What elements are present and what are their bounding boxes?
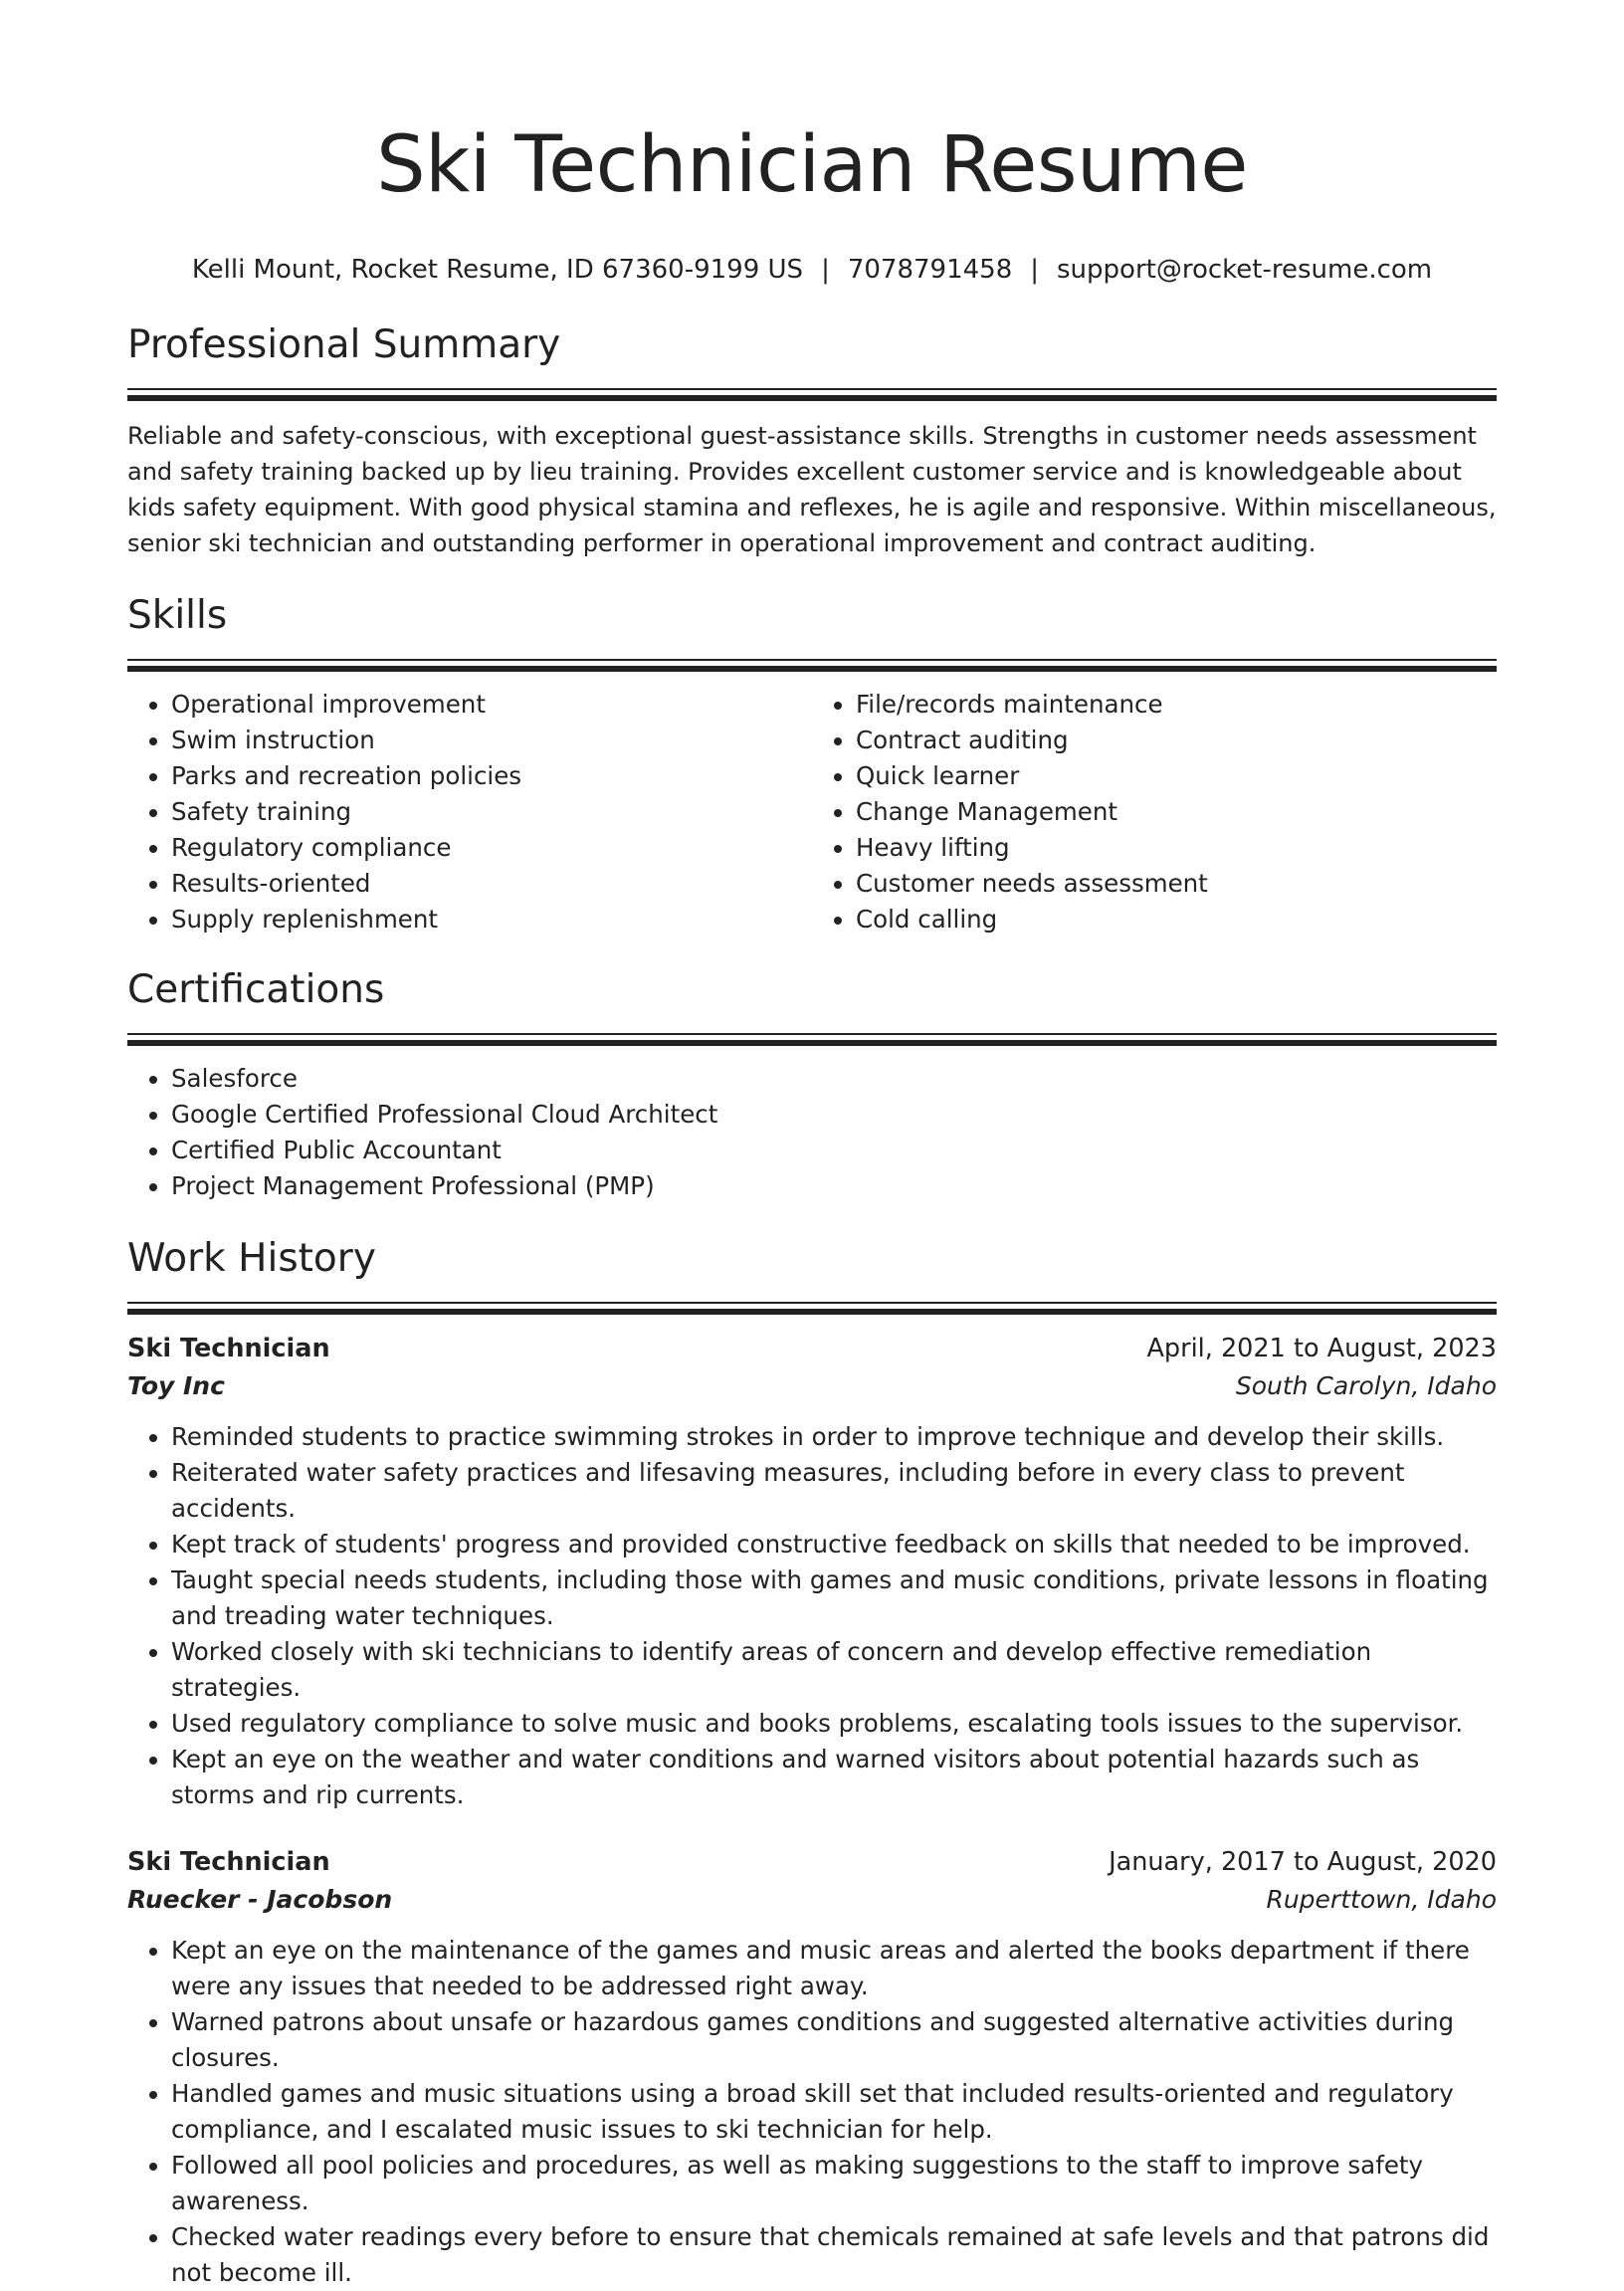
job-bullet: • Reiterated water safety practices and lifesaving measures, including before in every class to prevent accidents.	[171, 1455, 1497, 1527]
skill-item: • Customer needs assessment	[856, 866, 1497, 902]
certifications-section	[127, 965, 1497, 1204]
skill-item: • Change Management	[856, 794, 1497, 830]
skill-item: • Cold calling	[856, 902, 1497, 937]
skill-item: • Results-oriented	[171, 866, 812, 902]
job-dates: January, 2017 to August, 2020	[1109, 1847, 1497, 1877]
job-bullet: • Warned patrons about unsafe or hazardous games conditions and suggested alternative activities during closures.	[171, 2004, 1497, 2076]
job-bullet: • Used regulatory compliance to solve music and books problems, escalating tools issues to the supervisor.	[171, 1706, 1497, 1742]
contact-separator: |	[821, 255, 830, 285]
skill-item: • Regulatory compliance	[171, 830, 812, 866]
skill-item: • Parks and recreation policies	[171, 758, 812, 794]
skill-item: • Contract auditing	[856, 723, 1497, 758]
job-title: Ski Technician	[127, 1334, 330, 1363]
job-title: Ski Technician	[127, 1847, 330, 1877]
job-bullet: • Kept an eye on the weather and water conditions and warned visitors about potential hazards such as storms and rip currents.	[171, 1742, 1497, 1813]
skill-item: • Heavy lifting	[856, 830, 1497, 866]
job-header	[127, 1843, 1497, 1881]
section-divider	[127, 1033, 1497, 1045]
summary-text: Reliable and safety-conscious, with exceptional guest-assistance skills. Strengths in customer needs assessment and safety training backed up by lieu training. Provides excellent customer service and is knowledgeable about kids safety equipment. With good physical stamina and reflexes, he is agile and responsive. Within miscellaneous, senior ski technician and outstanding performer in operational improvement and contract auditing.	[127, 422, 1497, 557]
job-location: South Carolyn, Idaho	[1235, 1371, 1497, 1400]
contact-separator: |	[1030, 255, 1040, 285]
summary-section	[127, 320, 1497, 561]
section-divider	[127, 659, 1497, 671]
job-entry	[127, 1843, 1497, 2291]
job-subheader	[127, 1881, 1497, 1919]
skill-item: • Swim instruction	[171, 723, 812, 758]
job-bullet: • Taught special needs students, including those with games and music conditions, private lessons in floating and treading water techniques.	[171, 1562, 1497, 1634]
job-bullets	[127, 1933, 1497, 2291]
skill-item: • Quick learner	[856, 758, 1497, 794]
section-divider	[127, 1302, 1497, 1314]
skill-item: • Supply replenishment	[171, 902, 812, 937]
job-bullet: • Kept track of students' progress and provided constructive feedback on skills that needed to be improved.	[171, 1527, 1497, 1562]
contact-phone: 7078791458	[847, 255, 1013, 285]
certifications-heading: Certifications	[127, 967, 385, 1012]
contact-address: Kelli Mount, Rocket Resume, ID 67360-9199 US	[191, 255, 804, 285]
certification-item: • Project Management Professional (PMP)	[171, 1168, 1497, 1204]
skills-list-left	[127, 687, 812, 937]
work-history-heading: Work History	[127, 1236, 376, 1281]
job-bullet: • Checked water readings every before to ensure that chemicals remained at safe levels and that patrons did not become ill.	[171, 2219, 1497, 2291]
job-company: Ruecker - Jacobson	[127, 1885, 393, 1914]
work-history-section	[127, 1234, 1497, 2291]
skills-section	[127, 591, 1497, 937]
job-header	[127, 1330, 1497, 1367]
section-divider	[127, 388, 1497, 400]
job-subheader	[127, 1367, 1497, 1405]
job-location: Ruperttown, Idaho	[1266, 1885, 1497, 1914]
skills-columns	[127, 687, 1497, 937]
job-bullet: • Worked closely with ski technicians to identify areas of concern and develop effective remediation strategies.	[171, 1634, 1497, 1706]
job-company: Toy Inc	[127, 1371, 225, 1400]
skills-heading: Skills	[127, 593, 228, 638]
certifications-list	[127, 1061, 1497, 1204]
skill-item: • File/records maintenance	[856, 687, 1497, 723]
job-bullets	[127, 1419, 1497, 1813]
summary-heading: Professional Summary	[127, 322, 561, 367]
job-bullet: • Followed all pool policies and procedures, as well as making suggestions to the staff to improve safety awareness.	[171, 2148, 1497, 2219]
job-bullet: • Handled games and music situations using a broad skill set that included results-oriented and regulatory compliance, and I escalated music issues to ski technician for help.	[171, 2076, 1497, 2148]
certification-item: • Google Certified Professional Cloud Architect	[171, 1097, 1497, 1133]
contact-email: support@rocket-resume.com	[1057, 255, 1433, 285]
job-bullet: • Kept an eye on the maintenance of the games and music areas and alerted the books department if there were any issues that needed to be addressed right away.	[171, 1933, 1497, 2004]
contact-line	[127, 253, 1497, 287]
job-bullet: • Reminded students to practice swimming strokes in order to improve technique and develop their skills.	[171, 1419, 1497, 1455]
job-dates: April, 2021 to August, 2023	[1146, 1334, 1497, 1363]
skill-item: • Operational improvement	[171, 687, 812, 723]
job-entry	[127, 1330, 1497, 1813]
skills-list-right	[812, 687, 1497, 937]
certification-item: • Certified Public Accountant	[171, 1133, 1497, 1168]
skill-item: • Safety training	[171, 794, 812, 830]
page-title: Ski Technician Resume	[376, 120, 1248, 210]
certification-item: • Salesforce	[171, 1061, 1497, 1097]
